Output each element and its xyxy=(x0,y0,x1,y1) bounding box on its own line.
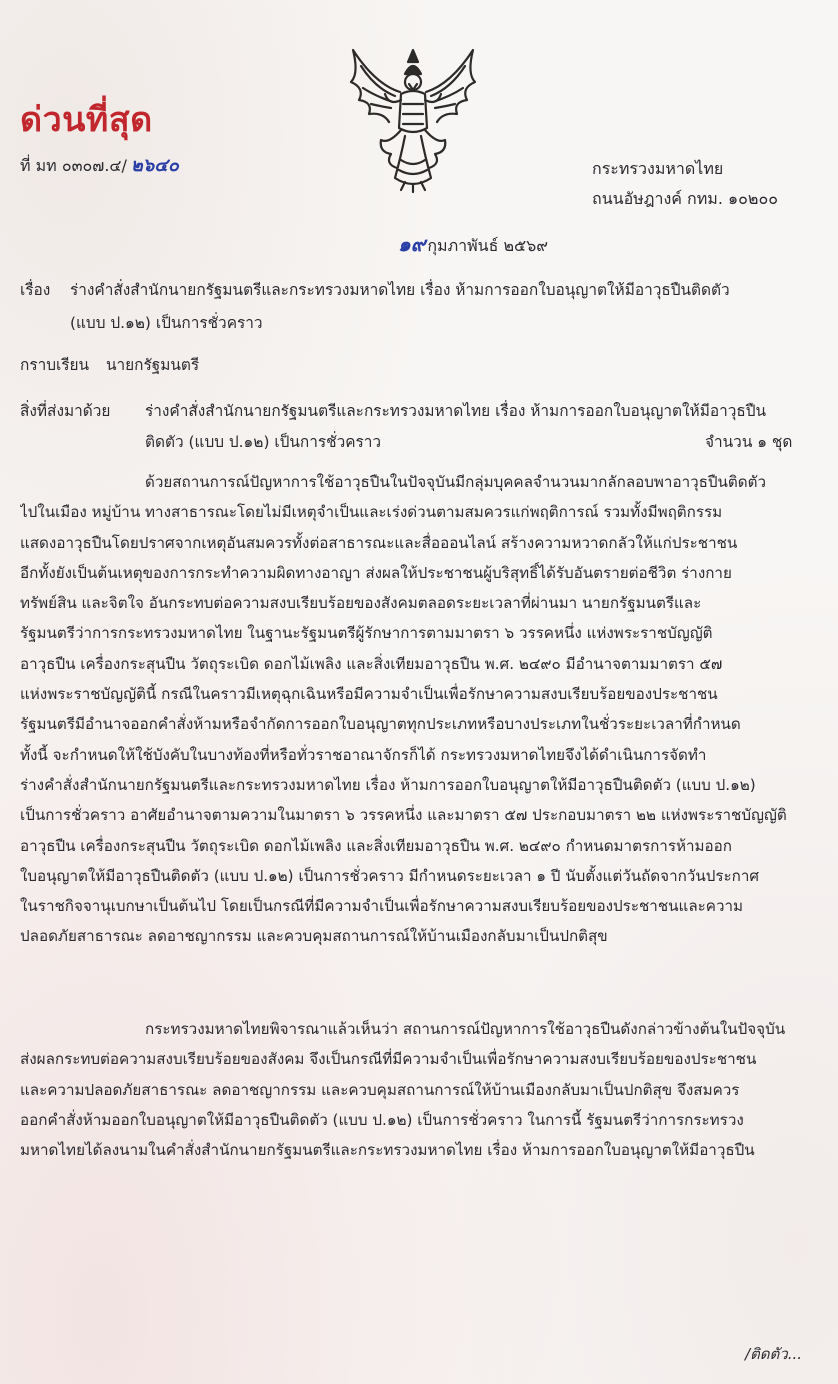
paragraph-line: แห่งพระราชบัญญัตินี้ กรณีในคราวมีเหตุฉุกเฉินหรือมีความจำเป็นเพื่อรักษาความสงบเรียบร้อยของประชาชน xyxy=(20,685,718,704)
date-handwritten-day: ๑๙ xyxy=(398,232,426,256)
paragraph-line: ทรัพย์สิน และจิตใจ อันกระทบต่อความสงบเรียบร้อยของสังคมตลอดระยะเวลาที่ผ่านมา นายกรัฐมนตรีและ xyxy=(20,594,702,613)
paragraph-line: รัฐมนตรีมีอำนาจออกคำสั่งห้ามหรือจำกัดการออกใบอนุญาตทุกประเภทหรือบางประเภทในชั่วระยะเวลาที่กำหนด xyxy=(20,715,741,734)
paragraph-line: ในราชกิจจานุเบกษาเป็นต้นไป โดยเป็นกรณีที่มีความจำเป็นเพื่อรักษาความสงบเรียบร้อยของประชาชนและความ xyxy=(20,897,744,916)
garuda-emblem-icon xyxy=(345,44,481,194)
document-number-prefix: ที่ มท ๐๓๐๗.๔/ xyxy=(20,156,127,175)
date-month-year: กุมภาพันธ์ ๒๕๖๙ xyxy=(427,236,548,255)
document-number-handwritten: ๒๖๔๐ xyxy=(130,155,179,176)
paragraph-line: เป็นการชั่วคราว อาศัยอำนาจตามความในมาตรา ๖ วรรคหนึ่ง และมาตรา ๕๗ ประกอบมาตรา ๒๒ แห่งพระราชบัญญัติ xyxy=(20,806,787,825)
paragraph-line: อีกทั้งยังเป็นต้นเหตุของการกระทำความผิดทางอาญา ส่งผลให้ประชาชนผู้บริสุทธิ์ได้รับอันตรายต่อชีวิต ร่างกาย xyxy=(20,563,732,582)
paragraph-line: และความปลอดภัยสาธารณะ ลดอาชญากรรม และควบคุมสถานการณ์ให้บ้านเมืองกลับมาเป็นปกติสุข จึงสมควร xyxy=(20,1080,740,1099)
urgency-stamp: ด่วนที่สุด xyxy=(20,100,153,140)
paragraph-line: ร่างคำสั่งสำนักนายกรัฐมนตรีและกระทรวงมหาดไทย เรื่อง ห้ามการออกใบอนุญาตให้มีอาวุธปืนติดตัว (แบบ ป.๑๒) xyxy=(20,775,756,794)
subject-line-2: (แบบ ป.๑๒) เป็นการชั่วคราว xyxy=(70,314,263,332)
paragraph-line: อาวุธปืน เครื่องกระสุนปืน วัตถุระเบิด ดอกไม้เพลิง และสิ่งเทียมอาวุธปืน พ.ศ. ๒๔๙๐ มีอำนาจตามมาตรา ๕๗ xyxy=(20,654,723,673)
document-date xyxy=(398,228,548,260)
paragraph-line: มหาดไทยได้ลงนามในคำสั่งสำนักนายกรัฐมนตรีและกระทรวงมหาดไทย เรื่อง ห้ามการออกใบอนุญาตให้มีอาวุธปืน xyxy=(20,1141,755,1160)
ministry-name: กระทรวงมหาดไทย xyxy=(592,159,724,178)
paragraph-line: รัฐมนตรีว่าการกระทรวงมหาดไทย ในฐานะรัฐมนตรีผู้รักษาการตามมาตรา ๖ วรรคหนึ่ง แห่งพระราชบัญญัติ xyxy=(20,624,713,643)
body-paragraph-2 xyxy=(20,1014,810,1165)
paragraph-line: ออกคำสั่งห้ามออกใบอนุญาตให้มีอาวุธปืนติดตัว (แบบ ป.๑๒) เป็นการชั่วคราว ในการนี้ รัฐมนตรีว่าการกระทรวง xyxy=(20,1110,744,1129)
enclosure-line-2: ติดตัว (แบบ ป.๑๒) เป็นการชั่วคราว xyxy=(145,433,382,451)
paragraph-line: ส่งผลกระทบต่อความสงบเรียบร้อยของสังคม จึงเป็นกรณีที่มีความจำเป็นเพื่อรักษาความสงบเรียบร้อยของประชาชน xyxy=(20,1050,757,1069)
enclosure-quantity: จำนวน ๑ ชุด xyxy=(705,433,793,451)
subject-label: เรื่อง xyxy=(20,281,51,299)
recipient-name: นายกรัฐมนตรี xyxy=(106,356,200,374)
continuation-marker: /ติดตัว... xyxy=(745,1345,803,1363)
paragraph-line: ไปในเมือง หมู่บ้าน ทางสาธารณะโดยไม่มีเหตุจำเป็นและเร่งด่วนตามสมควรแก่พฤติการณ์ รวมทั้งมีพฤติกรรม xyxy=(20,503,723,522)
paragraph-line: ปลอดภัยสาธารณะ ลดอาชญากรรม และควบคุมสถานการณ์ให้บ้านเมืองกลับมาเป็นปกติสุข xyxy=(20,927,608,946)
body-paragraph-1 xyxy=(20,467,810,952)
paragraph-line: กระทรวงมหาดไทยพิจารณาแล้วเห็นว่า สถานการณ์ปัญหาการใช้อาวุธปืนดังกล่าวข้างต้นในปัจจุบัน xyxy=(145,1020,786,1038)
ministry-address: ถนนอัษฎางค์ กทม. ๑๐๒๐๐ xyxy=(592,189,778,208)
paragraph-line: ด้วยสถานการณ์ปัญหาการใช้อาวุธปืนในปัจจุบันมีกลุ่มบุคคลจำนวนมากลักลอบพาอาวุธปืนติดตัว xyxy=(145,473,767,491)
paragraph-line: อาวุธปืน เครื่องกระสุนปืน วัตถุระเบิด ดอกไม้เพลิง และสิ่งเทียมอาวุธปืน พ.ศ. ๒๔๙๐ กำหนดมาตรการห้ามออก xyxy=(20,836,732,855)
subject-line-1: ร่างคำสั่งสำนักนายกรัฐมนตรีและกระทรวงมหาดไทย เรื่อง ห้ามการออกใบอนุญาตให้มีอาวุธปืนติดตัว xyxy=(70,281,730,299)
enclosure-label: สิ่งที่ส่งมาด้วย xyxy=(20,402,111,420)
document-number xyxy=(20,150,179,179)
recipient-label: กราบเรียน xyxy=(20,356,90,374)
paragraph-line: แสดงอาวุธปืนโดยปราศจากเหตุอันสมควรทั้งต่อสาธารณะและสื่อออนไลน์ สร้างความหวาดกลัวให้แก่ประชาชน xyxy=(20,533,738,552)
paragraph-line: ทั้งนี้ จะกำหนดให้ใช้บังคับในบางท้องที่หรือทั่วราชอาณาจักรก็ได้ กระทรวงมหาดไทยจึงได้ดำเนินการจัดทำ xyxy=(20,745,707,764)
paragraph-line: ใบอนุญาตให้มีอาวุธปืนติดตัว (แบบ ป.๑๒) เป็นการชั่วคราว มีกำหนดระยะเวลา ๑ ปี นับตั้งแต่วันถัดจากวันประกาศ xyxy=(20,866,760,885)
enclosure-line-1: ร่างคำสั่งสำนักนายกรัฐมนตรีและกระทรวงมหาดไทย เรื่อง ห้ามการออกใบอนุญาตให้มีอาวุธปืน xyxy=(145,402,767,420)
